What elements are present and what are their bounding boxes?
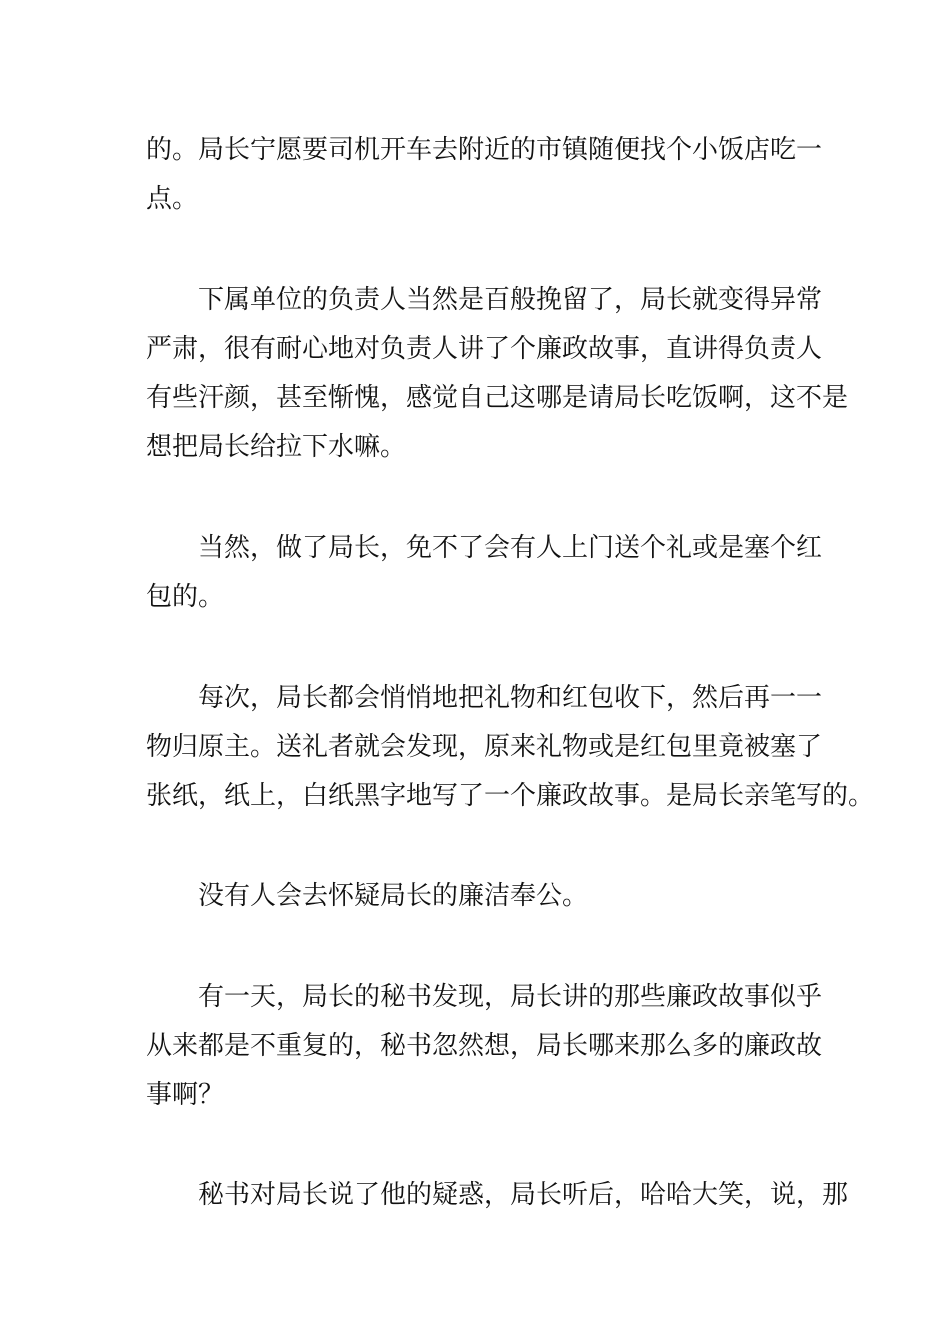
text-line: 从来都是不重复的，秘书忽然想，局长哪来那么多的廉政故 xyxy=(146,1031,823,1061)
text-line: 想把局长给拉下水嘛。 xyxy=(146,432,407,462)
text-line: 的。局长宁愿要司机开车去附近的市镇随便找个小饭店吃一 xyxy=(146,135,823,165)
text-line: 事啊？ xyxy=(146,1080,225,1110)
text-line: 当然，做了局长，免不了会有人上门送个礼或是塞个红 xyxy=(198,533,823,563)
text-line: 点。 xyxy=(146,184,199,214)
text-line: 下属单位的负责人当然是百般挽留了，局长就变得异常 xyxy=(198,285,823,315)
text-line: 每次，局长都会悄悄地把礼物和红包收下，然后再一一 xyxy=(198,683,823,713)
text-line: 没有人会去怀疑局长的廉洁奉公。 xyxy=(198,881,589,911)
text-line: 有些汗颜，甚至惭愧，感觉自己这哪是请局长吃饭啊，这不是 xyxy=(146,383,849,413)
paragraph xyxy=(146,674,875,821)
text-line: 包的。 xyxy=(146,582,225,612)
paragraph xyxy=(146,973,826,1120)
paragraph xyxy=(146,276,849,472)
text-line: 有一天，局长的秘书发现，局长讲的那些廉政故事似乎 xyxy=(198,982,823,1012)
text-line: 严肃，很有耐心地对负责人讲了个廉政故事，直讲得负责人 xyxy=(146,334,823,364)
text-line: 张纸，纸上，白纸黑字地写了一个廉政故事。是局长亲笔写的。 xyxy=(146,781,875,811)
paragraph xyxy=(146,524,826,622)
paragraph xyxy=(146,126,826,224)
paragraph xyxy=(146,1171,849,1220)
paragraph xyxy=(146,872,826,921)
text-line: 物归原主。送礼者就会发现，原来礼物或是红包里竟被塞了 xyxy=(146,732,823,762)
text-line: 秘书对局长说了他的疑惑，局长听后，哈哈大笑，说，那 xyxy=(198,1180,849,1210)
